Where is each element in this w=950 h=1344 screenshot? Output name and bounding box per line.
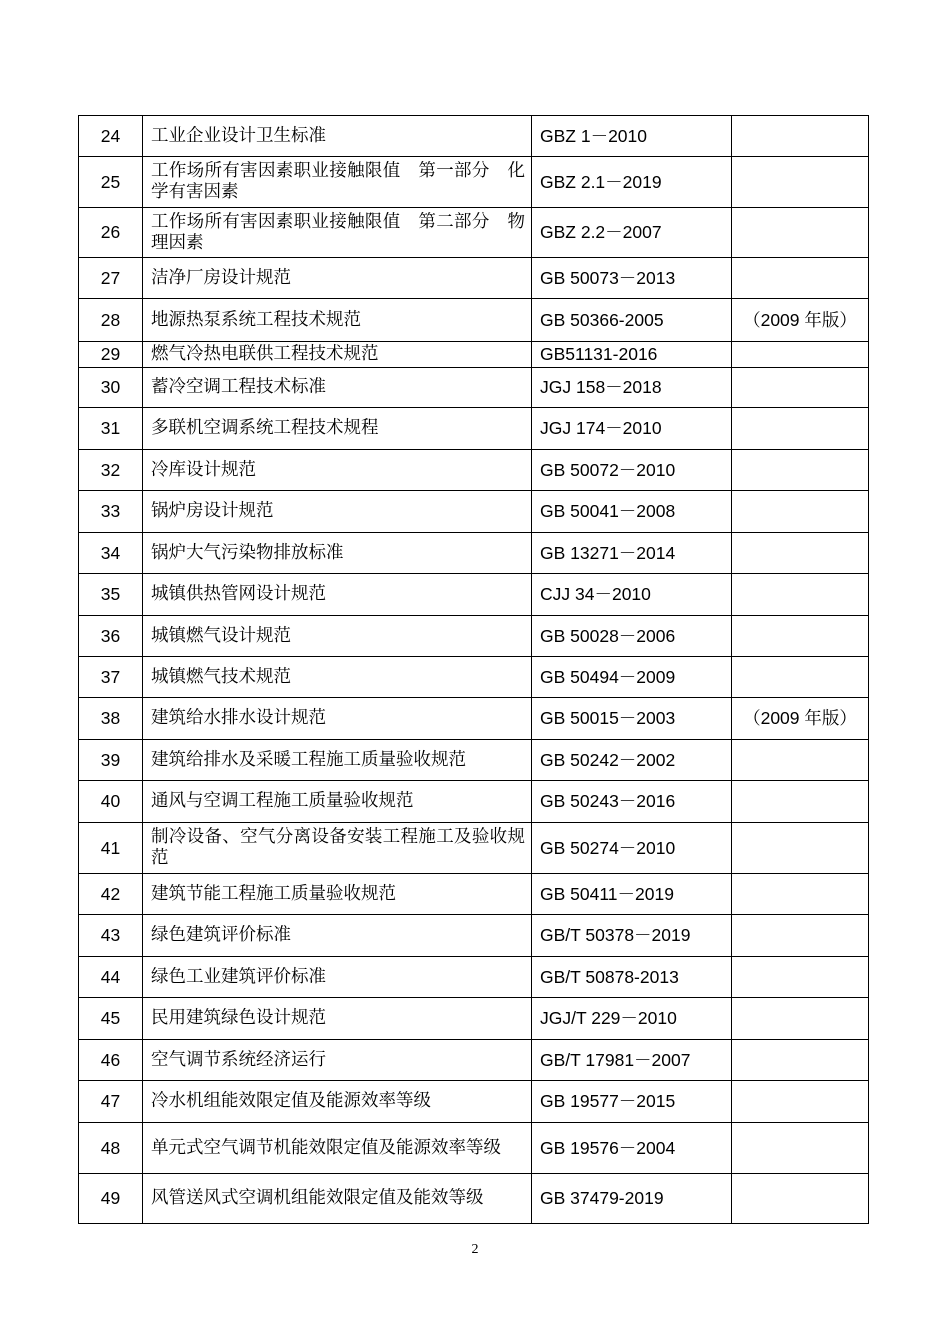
row-number: 40 bbox=[79, 781, 143, 823]
standard-name: 绿色工业建筑评价标准 bbox=[143, 957, 532, 998]
table-row bbox=[79, 533, 869, 574]
standard-note: （2009 年版） bbox=[732, 299, 869, 342]
standard-name: 冷水机组能效限定值及能源效率等级 bbox=[143, 1081, 532, 1123]
standard-code: GB 50072－2010 bbox=[532, 450, 732, 491]
row-number: 37 bbox=[79, 657, 143, 698]
standard-code: GB/T 17981－2007 bbox=[532, 1040, 732, 1081]
standard-name: 工作场所有害因素职业接触限值 第一部分 化学有害因素 bbox=[143, 157, 532, 208]
row-number: 47 bbox=[79, 1081, 143, 1123]
row-number: 32 bbox=[79, 450, 143, 491]
standard-name: 单元式空气调节机能效限定值及能源效率等级 bbox=[143, 1123, 532, 1174]
standard-note bbox=[732, 998, 869, 1040]
standard-name: 建筑节能工程施工质量验收规范 bbox=[143, 874, 532, 915]
standard-name: 空气调节系统经济运行 bbox=[143, 1040, 532, 1081]
standard-note bbox=[732, 574, 869, 616]
standard-code: JGJ 158－2018 bbox=[532, 368, 732, 408]
row-number: 29 bbox=[79, 342, 143, 368]
table-row bbox=[79, 1123, 869, 1174]
standard-name: 锅炉房设计规范 bbox=[143, 491, 532, 533]
table-row bbox=[79, 823, 869, 874]
standard-note bbox=[732, 1040, 869, 1081]
standard-code: GBZ 2.1－2019 bbox=[532, 157, 732, 208]
standard-note bbox=[732, 781, 869, 823]
standard-name: 绿色建筑评价标准 bbox=[143, 915, 532, 957]
row-number: 42 bbox=[79, 874, 143, 915]
row-number: 46 bbox=[79, 1040, 143, 1081]
standard-code: JGJ 174－2010 bbox=[532, 408, 732, 450]
standard-note bbox=[732, 1174, 869, 1224]
row-number: 24 bbox=[79, 116, 143, 157]
table-row bbox=[79, 408, 869, 450]
table-row bbox=[79, 740, 869, 781]
standard-note bbox=[732, 915, 869, 957]
standard-note bbox=[732, 116, 869, 157]
standard-note bbox=[732, 491, 869, 533]
standard-note bbox=[732, 823, 869, 874]
standard-name: 风管送风式空调机组能效限定值及能效等级 bbox=[143, 1174, 532, 1224]
standard-note bbox=[732, 616, 869, 657]
standard-name: 建筑给水排水设计规范 bbox=[143, 698, 532, 740]
table-row bbox=[79, 698, 869, 740]
table-row bbox=[79, 299, 869, 342]
standard-code: GB 50274－2010 bbox=[532, 823, 732, 874]
table-row bbox=[79, 342, 869, 368]
row-number: 35 bbox=[79, 574, 143, 616]
standard-code: GB 50411－2019 bbox=[532, 874, 732, 915]
row-number: 27 bbox=[79, 258, 143, 299]
standard-code: GB 19577－2015 bbox=[532, 1081, 732, 1123]
standard-code: GB 37479-2019 bbox=[532, 1174, 732, 1224]
table-row bbox=[79, 874, 869, 915]
standard-name: 建筑给排水及采暖工程施工质量验收规范 bbox=[143, 740, 532, 781]
standard-code: GB 50041－2008 bbox=[532, 491, 732, 533]
table-row bbox=[79, 574, 869, 616]
row-number: 34 bbox=[79, 533, 143, 574]
row-number: 45 bbox=[79, 998, 143, 1040]
row-number: 30 bbox=[79, 368, 143, 408]
standard-note bbox=[732, 740, 869, 781]
standard-name: 城镇燃气设计规范 bbox=[143, 616, 532, 657]
standard-name: 民用建筑绿色设计规范 bbox=[143, 998, 532, 1040]
standard-note bbox=[732, 1123, 869, 1174]
table-row bbox=[79, 258, 869, 299]
standard-note bbox=[732, 874, 869, 915]
standard-code: GB 50494－2009 bbox=[532, 657, 732, 698]
standards-table bbox=[78, 115, 869, 1224]
table-row bbox=[79, 368, 869, 408]
standard-note bbox=[732, 408, 869, 450]
standard-name: 蓄冷空调工程技术标准 bbox=[143, 368, 532, 408]
standard-name: 洁净厂房设计规范 bbox=[143, 258, 532, 299]
row-number: 43 bbox=[79, 915, 143, 957]
standard-name: 制冷设备、空气分离设备安装工程施工及验收规范 bbox=[143, 823, 532, 874]
page-number: 2 bbox=[471, 1242, 479, 1257]
row-number: 38 bbox=[79, 698, 143, 740]
standard-name: 多联机空调系统工程技术规程 bbox=[143, 408, 532, 450]
standard-name: 工作场所有害因素职业接触限值 第二部分 物理因素 bbox=[143, 208, 532, 258]
table-row bbox=[79, 116, 869, 157]
standard-code: JGJ/T 229－2010 bbox=[532, 998, 732, 1040]
row-number: 36 bbox=[79, 616, 143, 657]
standard-note bbox=[732, 258, 869, 299]
row-number: 25 bbox=[79, 157, 143, 208]
standard-name: 城镇供热管网设计规范 bbox=[143, 574, 532, 616]
standard-code: GB 50015－2003 bbox=[532, 698, 732, 740]
standard-code: GB 50073－2013 bbox=[532, 258, 732, 299]
standard-code: GB 13271－2014 bbox=[532, 533, 732, 574]
standard-code: GB 50366-2005 bbox=[532, 299, 732, 342]
table-row bbox=[79, 998, 869, 1040]
table-row bbox=[79, 157, 869, 208]
standard-name: 燃气冷热电联供工程技术规范 bbox=[143, 342, 532, 368]
row-number: 33 bbox=[79, 491, 143, 533]
standard-code: GBZ 2.2－2007 bbox=[532, 208, 732, 258]
standard-name: 锅炉大气污染物排放标准 bbox=[143, 533, 532, 574]
standard-code: GB/T 50378－2019 bbox=[532, 915, 732, 957]
standard-code: GB 50028－2006 bbox=[532, 616, 732, 657]
standard-note bbox=[732, 657, 869, 698]
table-row bbox=[79, 491, 869, 533]
row-number: 28 bbox=[79, 299, 143, 342]
table-row bbox=[79, 616, 869, 657]
standard-name: 城镇燃气技术规范 bbox=[143, 657, 532, 698]
table-row bbox=[79, 657, 869, 698]
standard-name: 通风与空调工程施工质量验收规范 bbox=[143, 781, 532, 823]
standard-code: GB 19576－2004 bbox=[532, 1123, 732, 1174]
standard-note bbox=[732, 957, 869, 998]
table-row bbox=[79, 915, 869, 957]
table-row bbox=[79, 1040, 869, 1081]
standard-code: GBZ 1－2010 bbox=[532, 116, 732, 157]
table-row bbox=[79, 957, 869, 998]
row-number: 44 bbox=[79, 957, 143, 998]
table-row bbox=[79, 208, 869, 258]
standard-note bbox=[732, 533, 869, 574]
table-row bbox=[79, 781, 869, 823]
standard-note bbox=[732, 368, 869, 408]
standard-code: CJJ 34－2010 bbox=[532, 574, 732, 616]
row-number: 39 bbox=[79, 740, 143, 781]
standard-note: （2009 年版） bbox=[732, 698, 869, 740]
standard-note bbox=[732, 208, 869, 258]
standard-note bbox=[732, 342, 869, 368]
row-number: 49 bbox=[79, 1174, 143, 1224]
row-number: 48 bbox=[79, 1123, 143, 1174]
standard-code: GB51131-2016 bbox=[532, 342, 732, 368]
standard-note bbox=[732, 157, 869, 208]
table-row bbox=[79, 450, 869, 491]
standard-name: 地源热泵系统工程技术规范 bbox=[143, 299, 532, 342]
table-row bbox=[79, 1174, 869, 1224]
standard-code: GB 50242－2002 bbox=[532, 740, 732, 781]
standards-table-body bbox=[79, 116, 869, 1224]
row-number: 31 bbox=[79, 408, 143, 450]
standard-note bbox=[732, 1081, 869, 1123]
row-number: 41 bbox=[79, 823, 143, 874]
standard-code: GB 50243－2016 bbox=[532, 781, 732, 823]
standard-note bbox=[732, 450, 869, 491]
standard-name: 冷库设计规范 bbox=[143, 450, 532, 491]
table-row bbox=[79, 1081, 869, 1123]
standard-code: GB/T 50878-2013 bbox=[532, 957, 732, 998]
standard-name: 工业企业设计卫生标准 bbox=[143, 116, 532, 157]
row-number: 26 bbox=[79, 208, 143, 258]
